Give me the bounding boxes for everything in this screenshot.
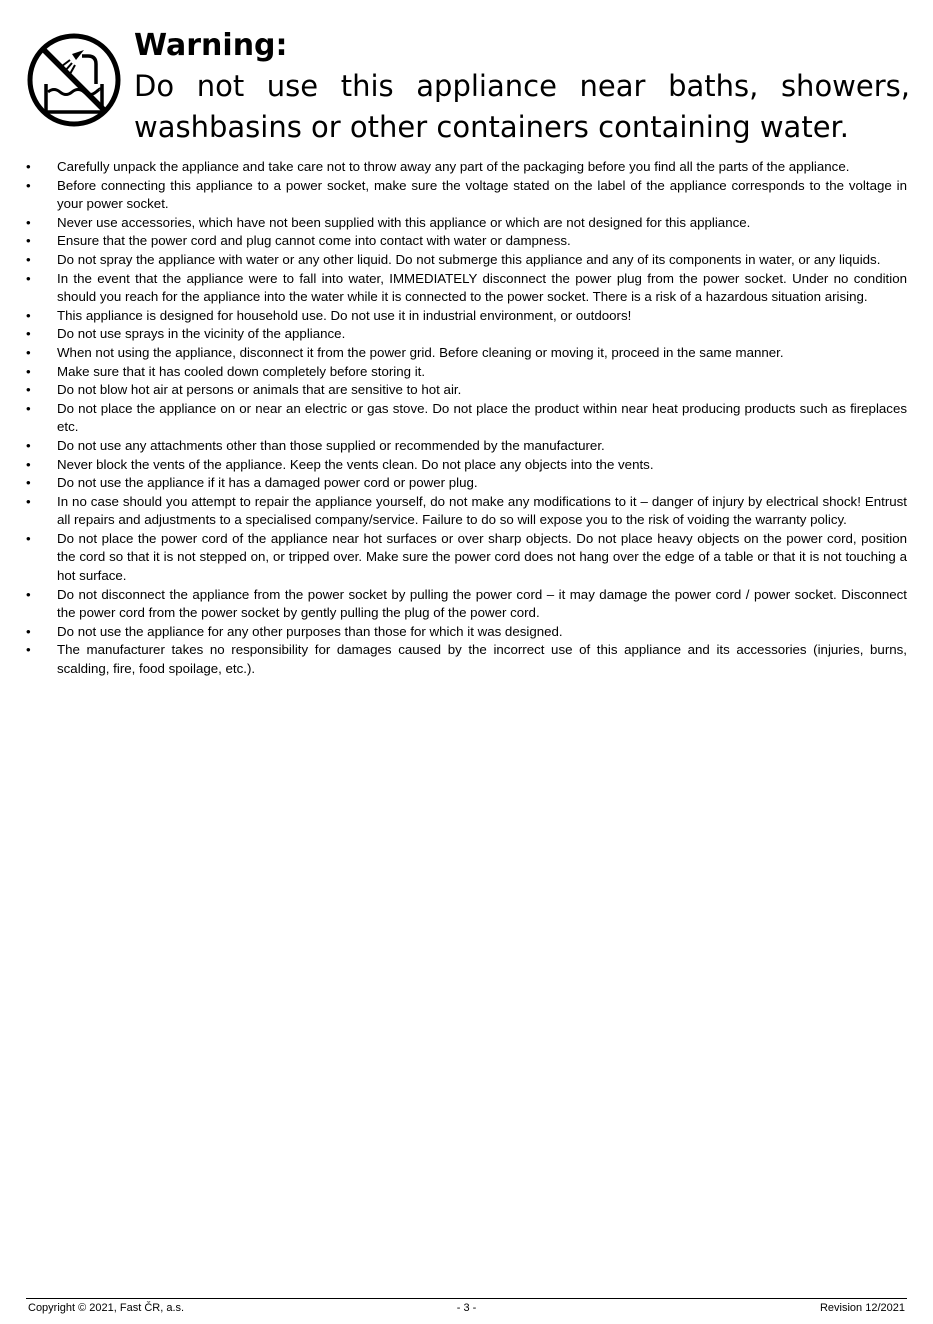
bullet-icon: • xyxy=(26,251,31,267)
bullet-icon: • xyxy=(26,270,31,286)
list-item xyxy=(26,158,907,177)
list-item-text: This appliance is designed for household use. Do not use it in industrial environment, or outdoors! xyxy=(57,307,632,323)
no-water-icon xyxy=(26,32,122,128)
warning-text: Do not use this appliance near baths, showers, washbasins or other containers containing water. xyxy=(134,69,910,144)
footer-copyright: Copyright © 2021, Fast ČR, a.s. xyxy=(28,1302,185,1314)
list-item xyxy=(26,363,907,382)
safety-instructions-list xyxy=(26,158,907,679)
bullet-icon: • xyxy=(26,586,31,602)
page-footer xyxy=(26,1298,907,1321)
footer-revision: Revision 12/2021 xyxy=(819,1302,905,1314)
list-item xyxy=(26,325,907,344)
list-item xyxy=(26,344,907,363)
list-item xyxy=(26,177,907,214)
list-item-text: Do not place the appliance on or near an electric or gas stove. Do not place the product within near heat producing products such as fireplaces etc. xyxy=(57,400,907,435)
bullet-icon: • xyxy=(26,382,31,398)
list-item xyxy=(26,586,907,623)
list-item-text: In no case should you attempt to repair the appliance yourself, do not make any modifications to it – danger of injury by electrical shock! Entrust all repairs and adjustments to a specialised company/service. Failure to do so will expose you to the risk of voiding the warranty policy. xyxy=(57,493,907,528)
bullet-icon: • xyxy=(26,623,31,639)
list-item xyxy=(26,381,907,400)
bullet-icon: • xyxy=(26,307,31,323)
list-item-text: Do not use any attachments other than those supplied or recommended by the manufacturer. xyxy=(57,437,605,453)
list-item-text: Do not use the appliance if it has a damaged power cord or power plug. xyxy=(57,475,478,491)
bullet-icon: • xyxy=(26,344,31,360)
bullet-icon: • xyxy=(26,159,31,174)
list-item-text: Make sure that it has cooled down completely before storing it. xyxy=(57,363,426,379)
list-item-text: Do not blow hot air at persons or animals that are sensitive to hot air. xyxy=(57,382,462,398)
list-item-text: Do not use the appliance for any other purposes than those for which it was designed. xyxy=(57,623,563,639)
warning-header xyxy=(26,28,911,152)
list-item xyxy=(26,493,907,530)
list-item-text: Ensure that the power cord and plug cannot come into contact with water or dampness. xyxy=(57,233,571,249)
list-item-text: Do not use sprays in the vicinity of the appliance. xyxy=(57,326,346,342)
list-item xyxy=(26,641,907,678)
list-item xyxy=(26,530,907,586)
list-item xyxy=(26,270,907,307)
list-item-text: Never use accessories, which have not been supplied with this appliance or which are not designed for this appliance. xyxy=(57,214,751,230)
list-item xyxy=(26,437,907,456)
list-item xyxy=(26,400,907,437)
bullet-icon: • xyxy=(26,530,31,546)
bullet-icon: • xyxy=(26,363,31,379)
bullet-icon: • xyxy=(26,233,31,249)
warning-title: Warning: xyxy=(134,28,288,63)
bullet-icon: • xyxy=(26,475,31,491)
list-item-text: When not using the appliance, disconnect it from the power grid. Before cleaning or moving it, proceed in the same manner. xyxy=(57,344,784,360)
list-item xyxy=(26,307,907,326)
list-item xyxy=(26,623,907,642)
list-item-text: Do not spray the appliance with water or any other liquid. Do not submerge this appliance and any of its components in water, or any liquids. xyxy=(57,251,881,267)
bullet-icon: • xyxy=(26,326,31,342)
bullet-icon: • xyxy=(26,642,31,658)
bullet-icon: • xyxy=(26,177,31,193)
list-item-text: Do not disconnect the appliance from the power socket by pulling the power cord – it may damage the power cord / power socket. Disconnect the power cord from the power socket by gently pulling the plug of the power cord. xyxy=(57,586,907,621)
list-item xyxy=(26,474,907,493)
list-item-text: Carefully unpack the appliance and take care not to throw away any part of the packaging before you find all the parts of the appliance. xyxy=(57,159,850,174)
bullet-icon: • xyxy=(26,214,31,230)
list-item xyxy=(26,214,907,233)
bullet-icon: • xyxy=(26,493,31,509)
list-item-text: Before connecting this appliance to a power socket, make sure the voltage stated on the label of the appliance corresponds to the voltage in your power socket. xyxy=(57,177,907,212)
bullet-icon: • xyxy=(26,456,31,472)
bullet-icon: • xyxy=(26,400,31,416)
list-item-text: Never block the vents of the appliance. Keep the vents clean. Do not place any objects into the vents. xyxy=(57,456,654,472)
list-item xyxy=(26,232,907,251)
list-item-text: In the event that the appliance were to fall into water, IMMEDIATELY disconnect the power plug from the power socket. Under no condition should you reach for the appliance into the water while it is connected to the power socket. There is a risk of a hazardous situation arising. xyxy=(57,270,907,305)
list-item xyxy=(26,456,907,475)
list-item xyxy=(26,251,907,270)
list-item-text: Do not place the power cord of the appliance near hot surfaces or over sharp objects. Do not place heavy objects on the power cord, position the cord so that it is not stepped on, or tripped over. Make sure the power cord does not hang over the edge of a table or that it is not touching a hot surface. xyxy=(57,530,907,584)
footer-page-number: - 3 - xyxy=(456,1302,477,1314)
bullet-icon: • xyxy=(26,437,31,453)
list-item-text: The manufacturer takes no responsibility for damages caused by the incorrect use of this appliance and its accessories (injuries, burns, scalding, fire, food spoilage, etc.). xyxy=(57,642,907,677)
